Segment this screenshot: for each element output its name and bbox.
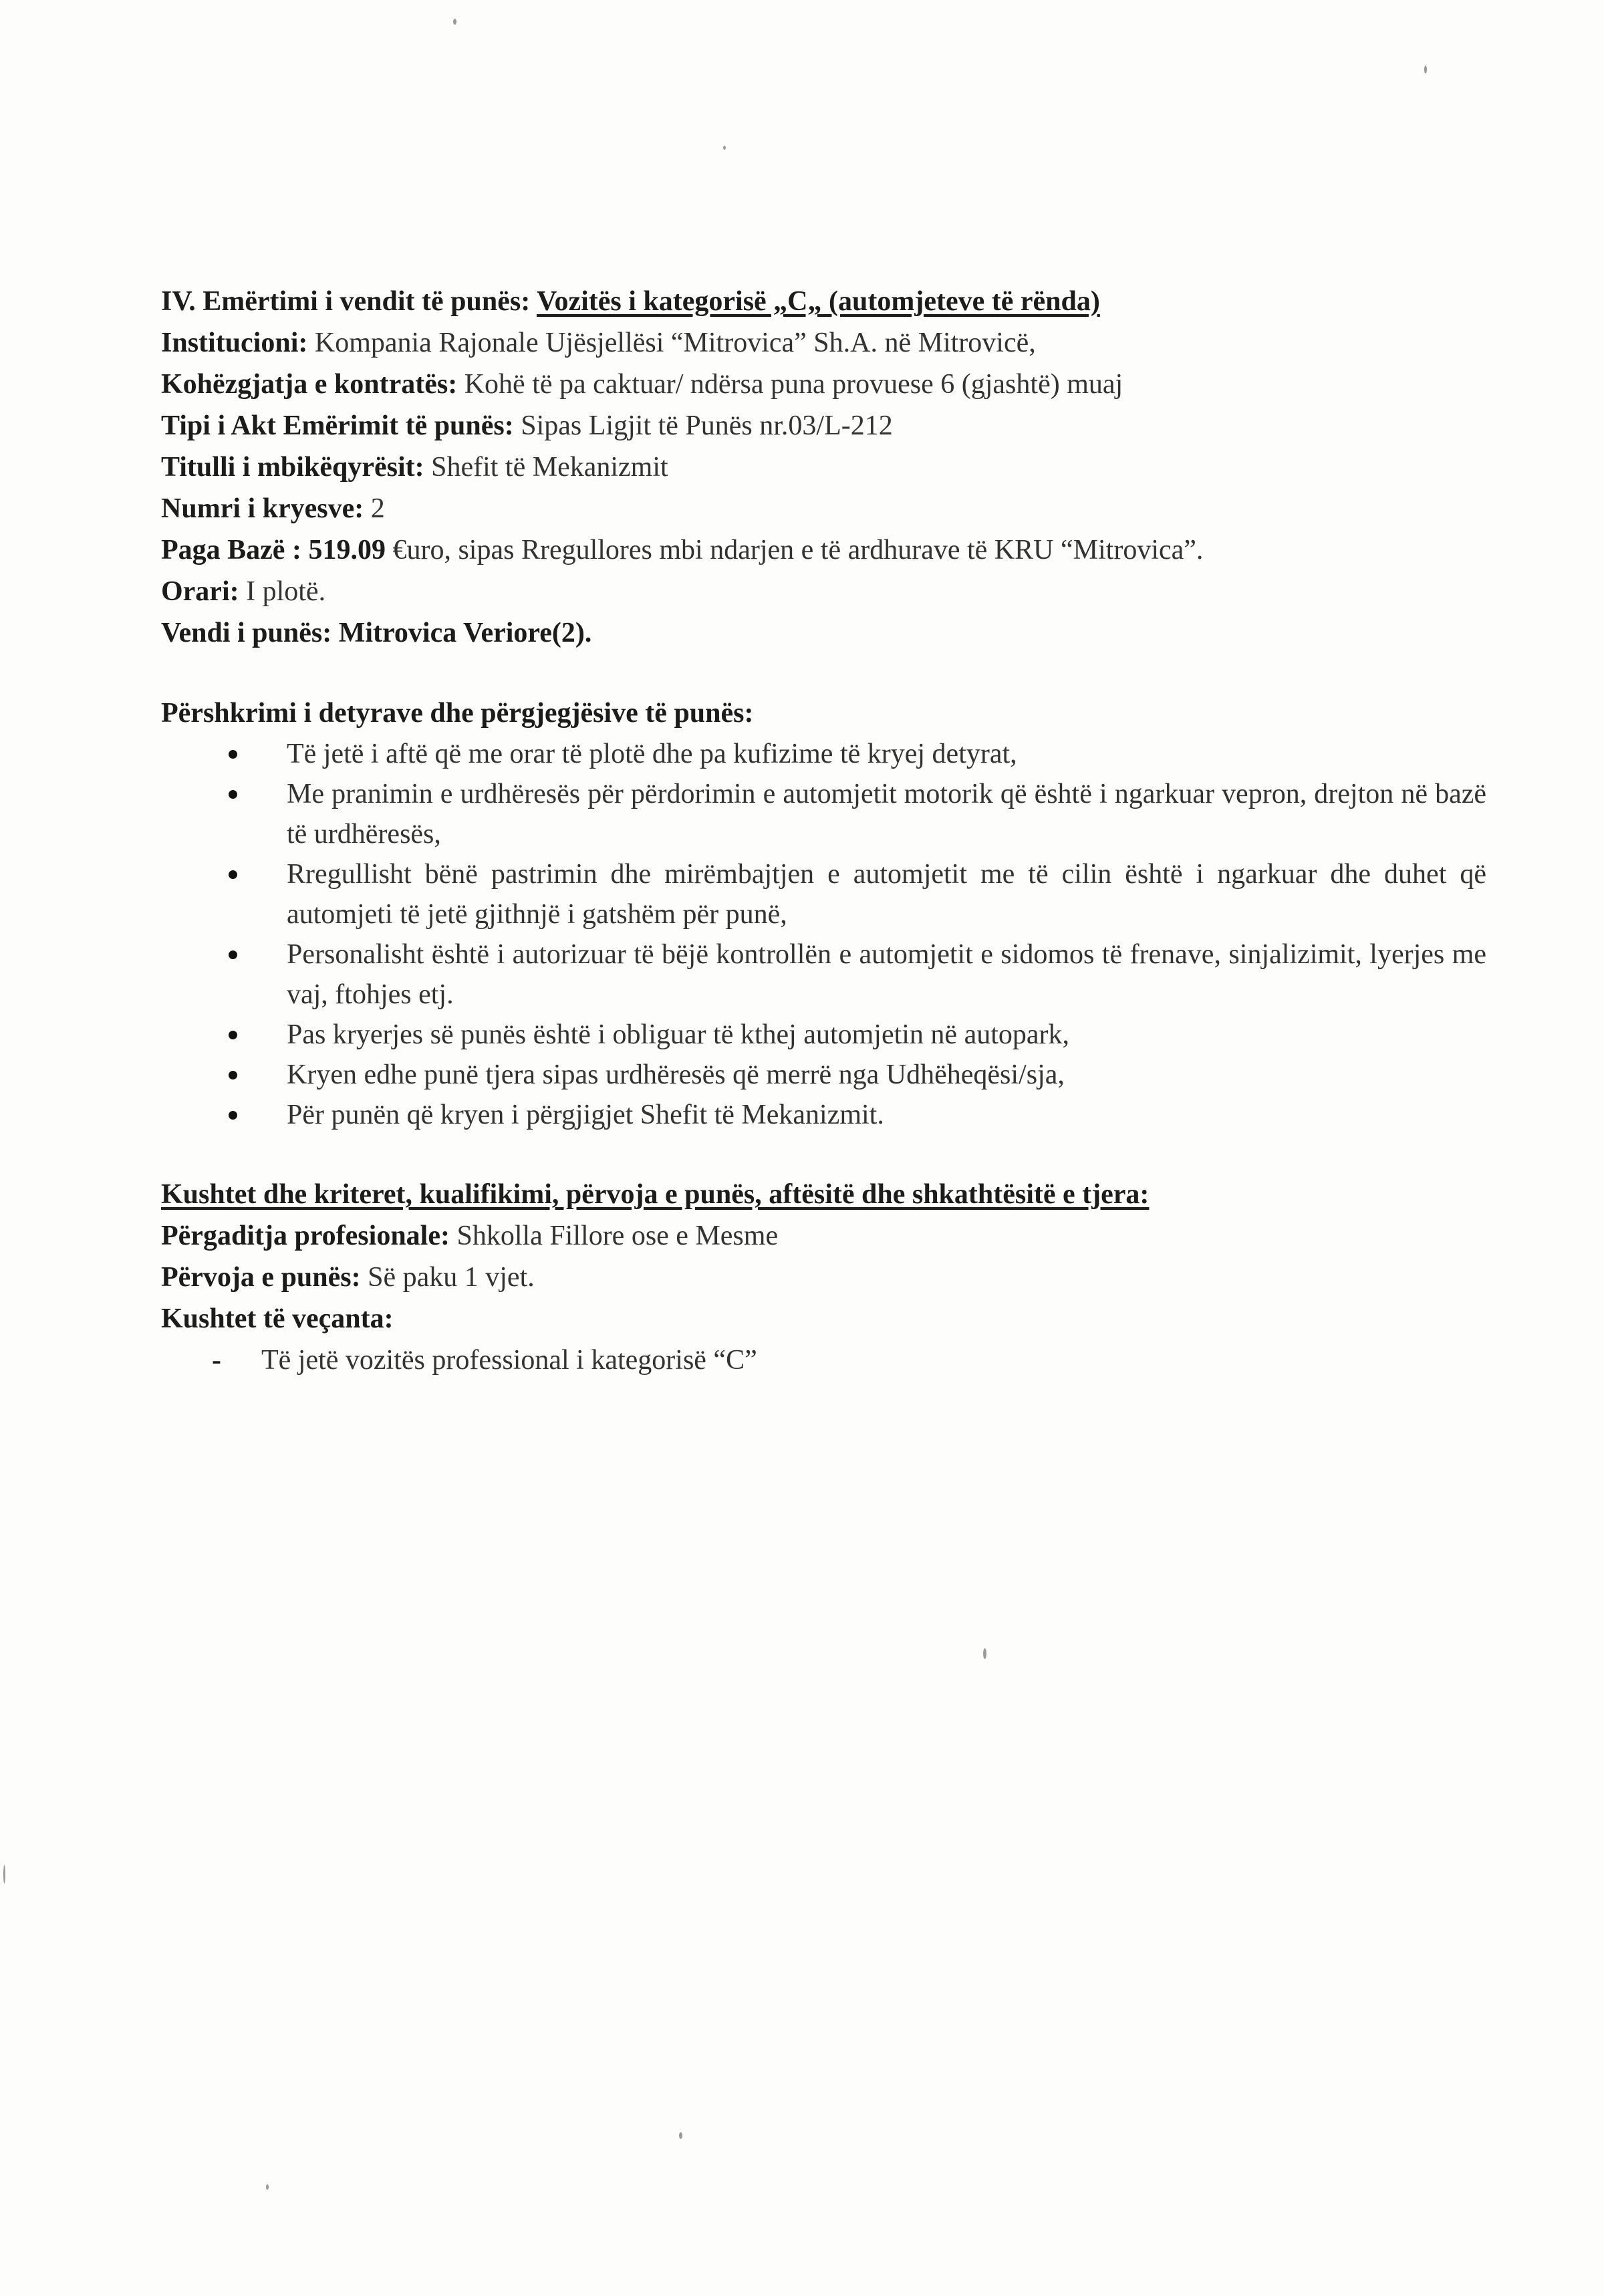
duty-text: Për punën që kryen i përgjigjet Shefit të Mekanizmit. — [287, 1100, 884, 1130]
detail-value-bold: 519.09 — [301, 535, 386, 565]
duty-text: Të jetë i aftë që me orar të plotë dhe pa kufizime të kryej detyrat, — [287, 739, 1017, 769]
duties-list — [161, 734, 1498, 1135]
dash-icon: - — [212, 1345, 221, 1376]
detail-label: Titulli i mbikëqyrësit: — [161, 452, 424, 483]
detail-value: I plotë. — [239, 576, 326, 607]
detail-row — [161, 612, 1498, 654]
position-title-value: Vozitës i kategorisë „C„ (automjeteve të rënda) — [536, 286, 1100, 317]
bullet-icon — [229, 750, 237, 759]
detail-row — [161, 529, 1498, 571]
duty-text: Pas kryerjes së punës është i obliguar të kthej automjetin në autopark, — [287, 1019, 1070, 1050]
duty-text: Personalisht është i autorizuar të bëjë kontrollën e automjetit e sidomos të frenave, sinjalizimit, lyerjes me vaj, ftohjes etj. — [287, 939, 1486, 1010]
detail-label: Orari: — [161, 576, 239, 607]
detail-label: Kohëzgjatja e kontratës: — [161, 369, 458, 400]
detail-label: Përgaditja profesionale: — [161, 1221, 450, 1251]
detail-label: Institucioni: — [161, 328, 308, 358]
special-condition-text: Të jetë vozitës professional i kategorisë “C” — [261, 1345, 757, 1376]
detail-row — [161, 1298, 1498, 1340]
detail-value: 2 — [364, 493, 385, 524]
requirements-heading: Kushtet dhe kriteret, kualifikimi, përvoja e punës, aftësitë dhe shkathtësitë e tjera: — [161, 1179, 1150, 1210]
detail-value-bold: Mitrovica Veriore(2). — [331, 618, 592, 648]
detail-row — [161, 1257, 1498, 1298]
detail-label: Numri i kryesve: — [161, 493, 364, 524]
detail-value: Shefit të Mekanizmit — [424, 452, 668, 483]
detail-label: Kushtet të veçanta: — [161, 1303, 394, 1334]
document-body — [161, 281, 1498, 1381]
detail-value: Kompania Rajonale Ujësjellësi “Mitrovica” Sh.A. në Mitrovicë, — [307, 328, 1036, 358]
detail-row — [161, 405, 1498, 447]
duties-heading: Përshkrimi i detyrave dhe përgjegjësive të punës: — [161, 698, 754, 729]
duty-item — [161, 934, 1486, 1015]
detail-label: Paga Bazë : — [161, 535, 301, 565]
detail-label: Vendi i punës: — [161, 618, 332, 648]
bullet-icon — [229, 790, 237, 799]
detail-row — [161, 364, 1498, 405]
detail-label: Tipi i Akt Emërimit të punës: — [161, 410, 514, 441]
detail-value: Kohë të pa caktuar/ ndërsa puna provuese 6 (gjashtë) muaj — [457, 369, 1123, 400]
bullet-icon — [229, 950, 237, 959]
scan-speck — [1424, 66, 1427, 74]
bullet-icon — [229, 1111, 237, 1120]
duty-text: Rregullisht bënë pastrimin dhe mirëmbajtjen e automjetit me të cilin është i ngarkuar dhe duhet që automjeti të jetë gjithnjë i gatshëm për punë, — [287, 859, 1486, 930]
detail-row — [161, 322, 1498, 364]
detail-row — [161, 447, 1498, 488]
position-title-line — [161, 281, 1498, 322]
duty-item — [161, 1055, 1486, 1095]
detail-row — [161, 571, 1498, 612]
detail-row — [161, 1215, 1498, 1257]
detail-value: €uro, sipas Rregullores mbi ndarjen e të ardhurave të KRU “Mitrovica”. — [385, 535, 1204, 565]
scan-speck — [266, 2184, 269, 2190]
requirements-details — [161, 1215, 1498, 1340]
bullet-icon — [229, 1031, 237, 1039]
detail-row — [161, 488, 1498, 529]
duty-text: Me pranimin e urdhëresës për përdorimin e automjetit motorik që është i ngarkuar vepron, drejton në bazë të urdhëresës, — [287, 779, 1486, 850]
duty-item — [161, 854, 1486, 934]
duty-item — [161, 1015, 1486, 1055]
detail-value: Së paku 1 vjet. — [360, 1262, 535, 1293]
scan-speck — [679, 2132, 682, 2139]
detail-label: Përvoja e punës: — [161, 1262, 361, 1293]
position-details — [161, 322, 1498, 654]
scan-speck — [453, 19, 456, 25]
duty-item — [161, 734, 1486, 774]
scan-speck — [983, 1648, 986, 1659]
duty-item — [161, 774, 1486, 854]
bullet-icon — [229, 1071, 237, 1079]
duty-text: Kryen edhe punë tjera sipas urdhëresës që merrë nga Udhëheqësi/sja, — [287, 1059, 1065, 1090]
position-title-label: IV. Emërtimi i vendit të punës: — [161, 286, 537, 317]
scan-speck — [3, 1865, 5, 1884]
scan-speck — [723, 146, 726, 150]
duty-item — [161, 1095, 1486, 1135]
detail-value: Sipas Ligjit të Punës nr.03/L-212 — [513, 410, 893, 441]
special-condition-item — [161, 1340, 1498, 1381]
bullet-icon — [229, 870, 237, 879]
detail-value: Shkolla Fillore ose e Mesme — [449, 1221, 779, 1251]
special-conditions-list — [161, 1340, 1498, 1381]
